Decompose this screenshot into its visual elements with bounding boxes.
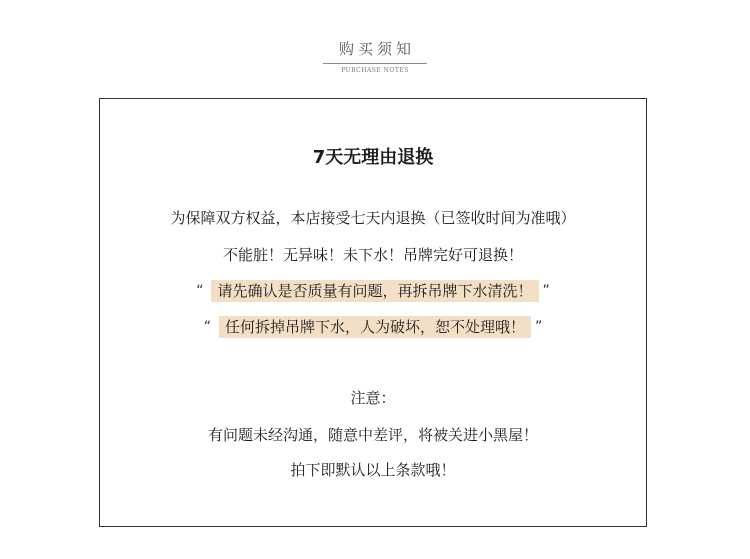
attention-review-line: 有问题未经沟通，随意中差评，将被关进小黑屋！ bbox=[207, 426, 538, 444]
section-header bbox=[0, 38, 750, 75]
highlight-damage-warning: 任何拆掉吊牌下水，人为破坏，恕不处理哦！ bbox=[219, 316, 531, 338]
section-subtitle: PURCHASE NOTES bbox=[341, 67, 409, 74]
highlight-row-quality bbox=[100, 280, 646, 302]
highlight-row-damage bbox=[100, 316, 646, 338]
quote-close-mark: ” bbox=[542, 283, 550, 299]
attention-label: 注意： bbox=[350, 389, 396, 407]
notice-title: 7天无理由退换 bbox=[312, 147, 434, 168]
notice-box bbox=[99, 98, 647, 527]
policy-line: 为保障双方权益，本店接受七天内退换（已签收时间为准哦） bbox=[170, 209, 576, 227]
section-title: 购买须知 bbox=[338, 40, 415, 58]
attention-terms-line: 拍下即默认以上条款哦！ bbox=[290, 461, 456, 479]
quote-open-mark: “ bbox=[203, 319, 211, 335]
highlight-quality-check: 请先确认是否质量有问题，再拆吊牌下水清洗！ bbox=[211, 280, 538, 302]
condition-line: 不能脏！无异味！未下水！吊牌完好可退换！ bbox=[222, 246, 523, 264]
quote-open-mark: “ bbox=[196, 283, 204, 299]
quote-close-mark: ” bbox=[535, 319, 543, 335]
title-divider bbox=[323, 63, 427, 64]
